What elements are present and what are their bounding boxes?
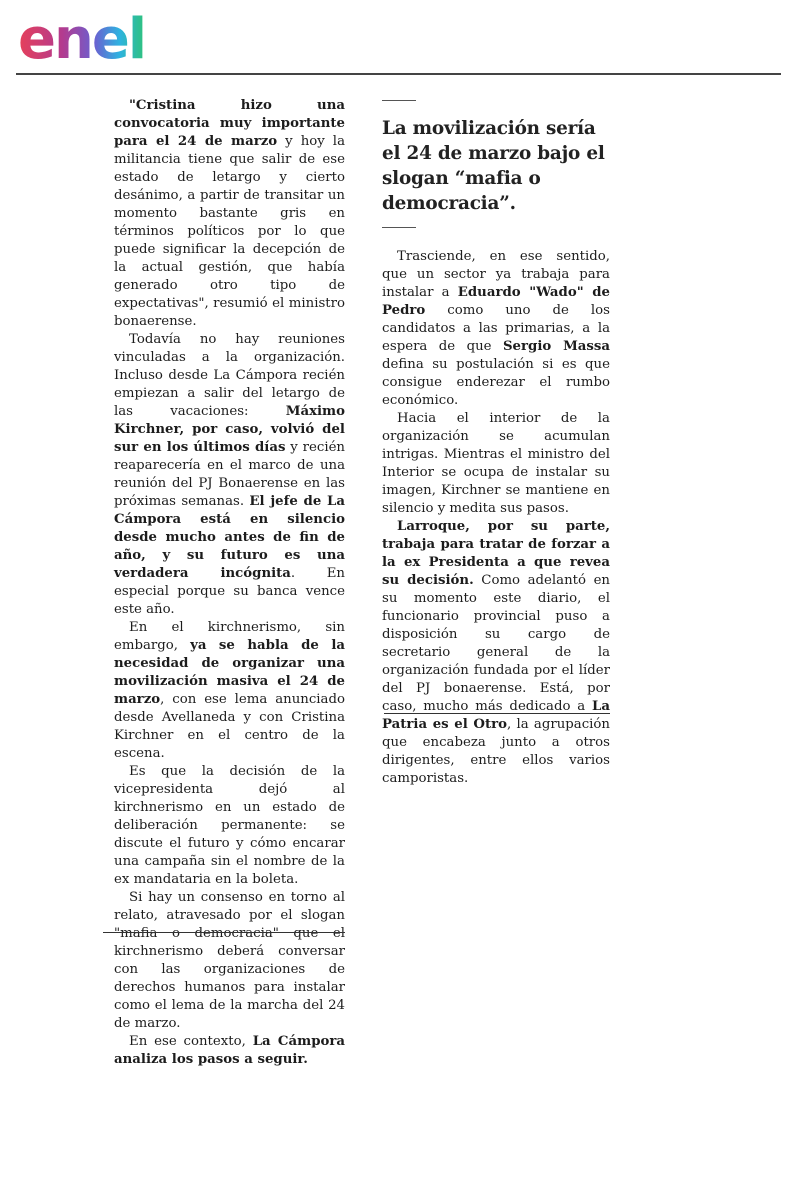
paragraph (114, 97, 345, 331)
pull-quote: La movilización sería el 24 de marzo bajo el slogan “mafia o democracia”. (382, 118, 605, 214)
text: Todavía no hay reuniones vinculadas a la organización. Incluso desde La Cámpora recién empiezan a salir del letargo de las vacaciones: (114, 332, 345, 419)
text: , la agrupación que encabeza junto a otros dirigentes, entre ellos varios camporistas. (382, 717, 610, 786)
paragraph (114, 331, 345, 619)
bold-text: Máximo Kirchner, por caso, volvió del sur en los últimos días (114, 404, 345, 455)
column-end-rule (384, 713, 610, 714)
paragraph: Es que la decisión de la vicepresidenta dejó al kirchnerismo en un estado de deliberación permanente: se discute el futuro y cómo encarar una campaña sin el nombre de la ex mandataria en la boleta. (114, 764, 345, 887)
paragraph: Hacia el interior de la organización se acumulan intrigas. Mientras el ministro del Interior se ocupa de instalar su imagen, Kirchner se mantiene en silencio y medita sus pasos. (382, 411, 610, 516)
bold-text: "Cristina hizo una convocatoria muy importante para el 24 de marzo (114, 98, 345, 149)
text: En ese contexto, (129, 1034, 253, 1049)
bold-text: Eduardo "Wado" de Pedro (382, 285, 610, 318)
paragraph (382, 518, 610, 788)
pull-quote-rule-bottom (382, 227, 416, 228)
paragraph (114, 619, 345, 763)
enel-logo (16, 14, 176, 66)
text: y hoy la militancia tiene que salir de ese estado de letargo y cierto desánimo, a partir de transitar un momento bastante gris en términos políticos por lo que puede significar la decepción de la actual gestión, que había generado otro tipo de expectativas", resumió el ministro bonaerense. (114, 134, 345, 329)
pull-quote-rule-top (382, 100, 416, 101)
text: y recién reaparecería en el marco de una reunión del PJ Bonaerense en las próximas semanas. (114, 440, 346, 509)
text: En el kirchnerismo, sin embargo, (114, 620, 345, 653)
paragraph: Si hay un consenso en torno al relato, atravesado por el slogan "mafia o democracia" que el kirchnerismo deberá conversar con las organizaciones de derechos humanos para instalar como el lema de la marcha del 24 de marzo. (114, 890, 345, 1031)
header-divider (16, 73, 781, 75)
text: defina su postulación si es que consigue enderezar el rumbo económico. (382, 357, 610, 408)
logo-text: enel (18, 14, 146, 66)
paragraph (382, 248, 610, 410)
text: . En especial porque su banca vence este año. (114, 566, 345, 617)
text: , con ese lema anunciado desde Avellaneda y con Cristina Kirchner en el centro de la escena. (114, 692, 345, 761)
bold-text: Larroque, por su parte, trabaja para tratar de forzar a la ex Presidenta a que revea su decisión. (382, 519, 610, 588)
text: Trasciende, en ese sentido, que un sector ya trabaja para instalar a (382, 249, 610, 300)
bold-text: ya se habla de la necesidad de organizar una movilización masiva el 24 de marzo (114, 638, 345, 707)
column-end-rule (103, 932, 345, 933)
bold-text: La Patria es el Otro (382, 699, 610, 732)
bold-text: Sergio Massa (502, 339, 610, 354)
text: como uno de los candidatos a las primarias, a la espera de que (382, 303, 610, 354)
paragraph (114, 1033, 345, 1069)
article-column-right (382, 248, 610, 788)
bold-text: El jefe de La Cámpora está en silencio desde mucho antes de fin de año, y su futuro es una verdadera incógnita (114, 494, 345, 581)
bold-text: La Cámpora analiza los pasos a seguir. (114, 1034, 345, 1067)
article-column-left (114, 97, 345, 1069)
text: Como adelantó en su momento este diario, el funcionario provincial puso a disposición su cargo de secretario general de la organización fundada por el líder del PJ bonaerense. Está, por caso, mucho más dedicado a (382, 573, 610, 714)
